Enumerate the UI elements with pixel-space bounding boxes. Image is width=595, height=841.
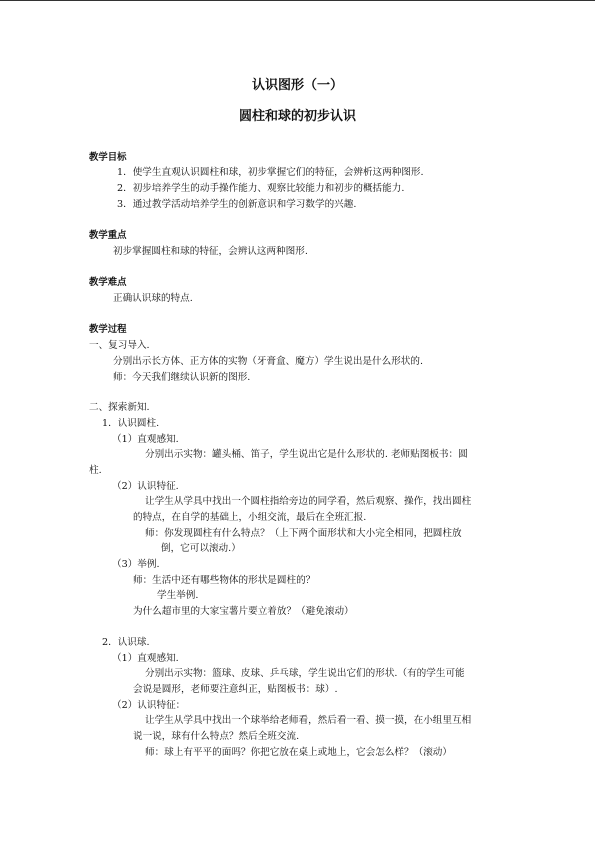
- process-line: 2．认识球.: [102, 637, 150, 648]
- process-line: （2）认识特征：: [112, 700, 186, 711]
- objective-item: 3．通过教学活动培养学生的创新意识和学习数学的兴趣.: [117, 199, 357, 210]
- process-line: 会说是圆形，老师要注意纠正，贴图板书：球）.: [133, 684, 338, 695]
- process-line: 分别出示长方体、正方体的实物（牙膏盒、魔方）学生说出是什么形状的.: [113, 356, 424, 367]
- process-line: 让学生从学具中找出一个球举给老师看，然后看一看、摸一摸，在小组里互相: [145, 715, 472, 726]
- process-line: 二、探索新知.: [89, 402, 150, 413]
- process-line: 为什么超市里的大家宝薯片要立着放？（避免滚动）: [133, 606, 354, 617]
- document-subtitle: 圆柱和球的初步认识: [238, 109, 356, 124]
- process-line: 倒，它可以滚动.）: [161, 543, 241, 554]
- process-line: 师：你发现圆柱有什么特点？（上下两个面形状和大小完全相同，把圆柱放: [145, 528, 462, 539]
- section-heading-key-points: 教学重点: [89, 230, 127, 241]
- process-line: 1．认识圆柱.: [102, 418, 160, 429]
- process-line: 师：生活中还有哪些物体的形状是圆柱的？: [133, 575, 316, 586]
- process-line: 一、复习导入.: [89, 340, 150, 351]
- process-line: （1）直观感知.: [112, 653, 179, 664]
- process-line: 学生举例.: [157, 590, 199, 601]
- key-points-text: 初步掌握圆柱和球的特征，会辨认这两种图形.: [113, 246, 308, 257]
- section-heading-difficulties: 教学难点: [89, 277, 127, 288]
- section-heading-objectives: 教学目标: [89, 152, 127, 163]
- process-line: 分别出示实物：罐头桶、笛子，学生说出它是什么形状的. 老师贴图板书：圆: [145, 449, 468, 460]
- process-line: 柱.: [89, 465, 102, 476]
- process-line: 的特点，在自学的基础上，小组交流，最后在全班汇报.: [133, 512, 367, 523]
- objective-item: 1．使学生直观认识圆柱和球，初步掌握它们的特征，会辨析这两种图形.: [117, 167, 424, 178]
- document-title: 认识图形（一）: [251, 78, 343, 93]
- process-line: 分别出示实物：篮球、皮球、乒乓球，学生说出它们的形状.（有的学生可能: [145, 668, 465, 679]
- process-line: （1）直观感知.: [112, 434, 179, 445]
- process-line: （3）举例.: [112, 559, 160, 570]
- difficulties-text: 正确认识球的特点.: [113, 293, 193, 304]
- process-line: 说一说，球有什么特点？然后全班交流.: [133, 731, 300, 742]
- section-heading-process: 教学过程: [89, 324, 127, 335]
- process-line: （2）认识特征.: [112, 481, 179, 492]
- process-line: 让学生从学具中找出一个圆柱指给旁边的同学看，然后观察、操作，找出圆柱: [145, 496, 472, 507]
- process-line: 师：今天我们继续认识新的图形.: [113, 372, 251, 383]
- objective-item: 2．初步培养学生的动手操作能力、观察比较能力和初步的概括能力.: [117, 183, 405, 194]
- process-line: 师：球上有平平的面吗？你把它放在桌上或地上，它会怎么样？（滚动）: [145, 747, 452, 758]
